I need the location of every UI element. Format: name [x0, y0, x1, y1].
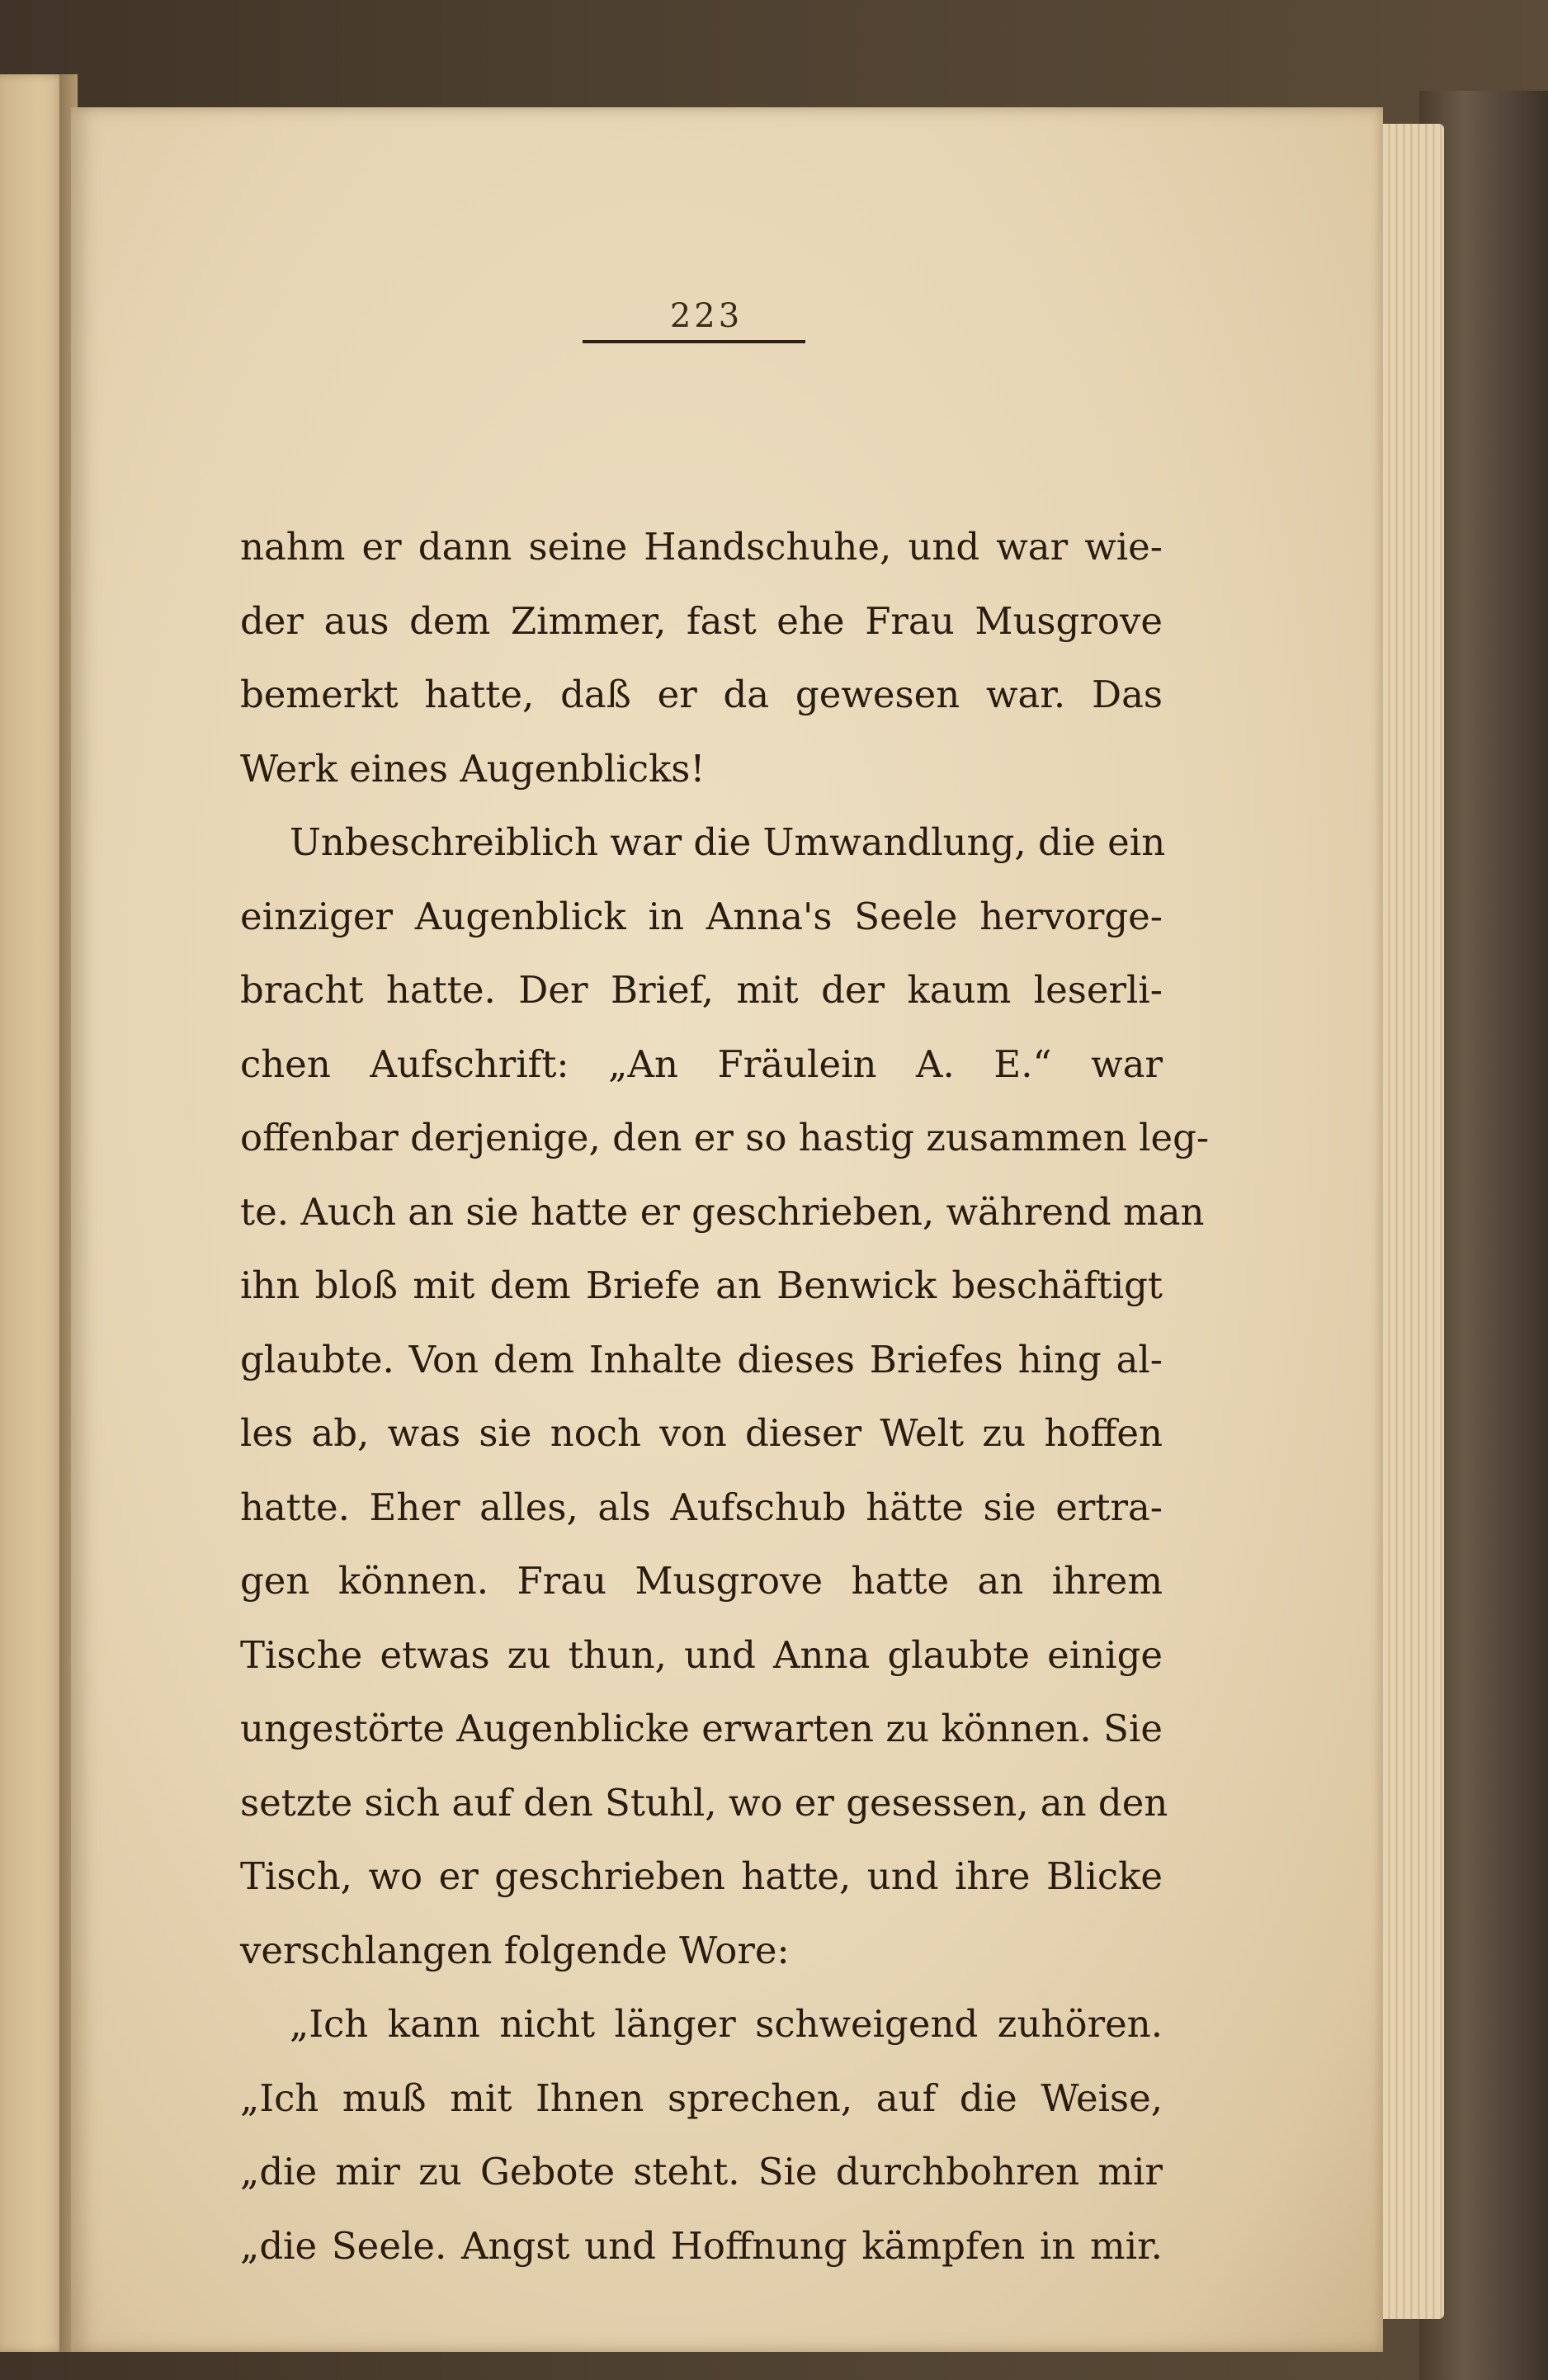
text-line: bemerkt hatte, daß er da gewesen war. Das — [240, 673, 1163, 716]
text-line: Tisch, wo er geschrieben hatte, und ihre Blicke — [240, 1854, 1163, 1898]
text-line: te. Auch an sie hatte er geschrieben, während man — [240, 1189, 1205, 1234]
page-number: 223 — [669, 297, 743, 335]
text-line: ungestörte Augenblicke erwarten zu können. Sie — [240, 1707, 1163, 1750]
text-line: einziger Augenblick in Anna's Seele hervorge- — [240, 894, 1163, 938]
text-line: „die Seele. Angst und Hoffnung kämpfen in mir. — [240, 2223, 1163, 2268]
text-line: ihn bloß mit dem Briefe an Benwick beschäftigt — [240, 1263, 1163, 1307]
text-line: les ab, was sie noch von dieser Welt zu hoffen — [240, 1411, 1163, 1455]
text-line: hatte. Eher alles, als Aufschub hätte sie ertra- — [240, 1485, 1163, 1529]
text-line: gen können. Frau Musgrove hatte an ihrem — [240, 1559, 1163, 1603]
text-line: nahm er dann seine Handschuhe, und war wie- — [240, 525, 1163, 569]
text-line: chen Aufschrift: „An Fräulein A. E.“ war — [240, 1041, 1163, 1086]
text-line: setzte sich auf den Stuhl, wo er gesessen, an den — [240, 1780, 1168, 1825]
text-line: glaubte. Von dem Inhalte dieses Briefes hing al- — [240, 1337, 1163, 1381]
text-line: „Ich muß mit Ihnen sprechen, auf die Weise, — [240, 2075, 1163, 2120]
text-line: „die mir zu Gebote steht. Sie durchbohren mir — [240, 2150, 1163, 2193]
text-line: verschlangen folgende Wore: — [240, 1928, 790, 1972]
page-text — [240, 510, 1210, 2283]
header-rule — [583, 340, 805, 343]
text-line: Werk eines Augenblicks! — [240, 746, 706, 791]
text-line: Unbeschreiblich war die Umwandlung, die ein — [290, 820, 1166, 864]
text-line: offenbar derjenige, den er so hastig zusammen leg- — [240, 1116, 1210, 1159]
book-page — [71, 107, 1383, 2352]
text-line: bracht hatte. Der Brief, mit der kaum leserli- — [240, 968, 1163, 1012]
text-line: Tische etwas zu thun, und Anna glaubte einige — [240, 1632, 1163, 1677]
text-line: „Ich kann nicht länger schweigend zuhören. — [290, 2002, 1163, 2046]
text-line: der aus dem Zimmer, fast ehe Frau Musgrove — [240, 598, 1163, 643]
facing-page-edge — [0, 74, 66, 2352]
